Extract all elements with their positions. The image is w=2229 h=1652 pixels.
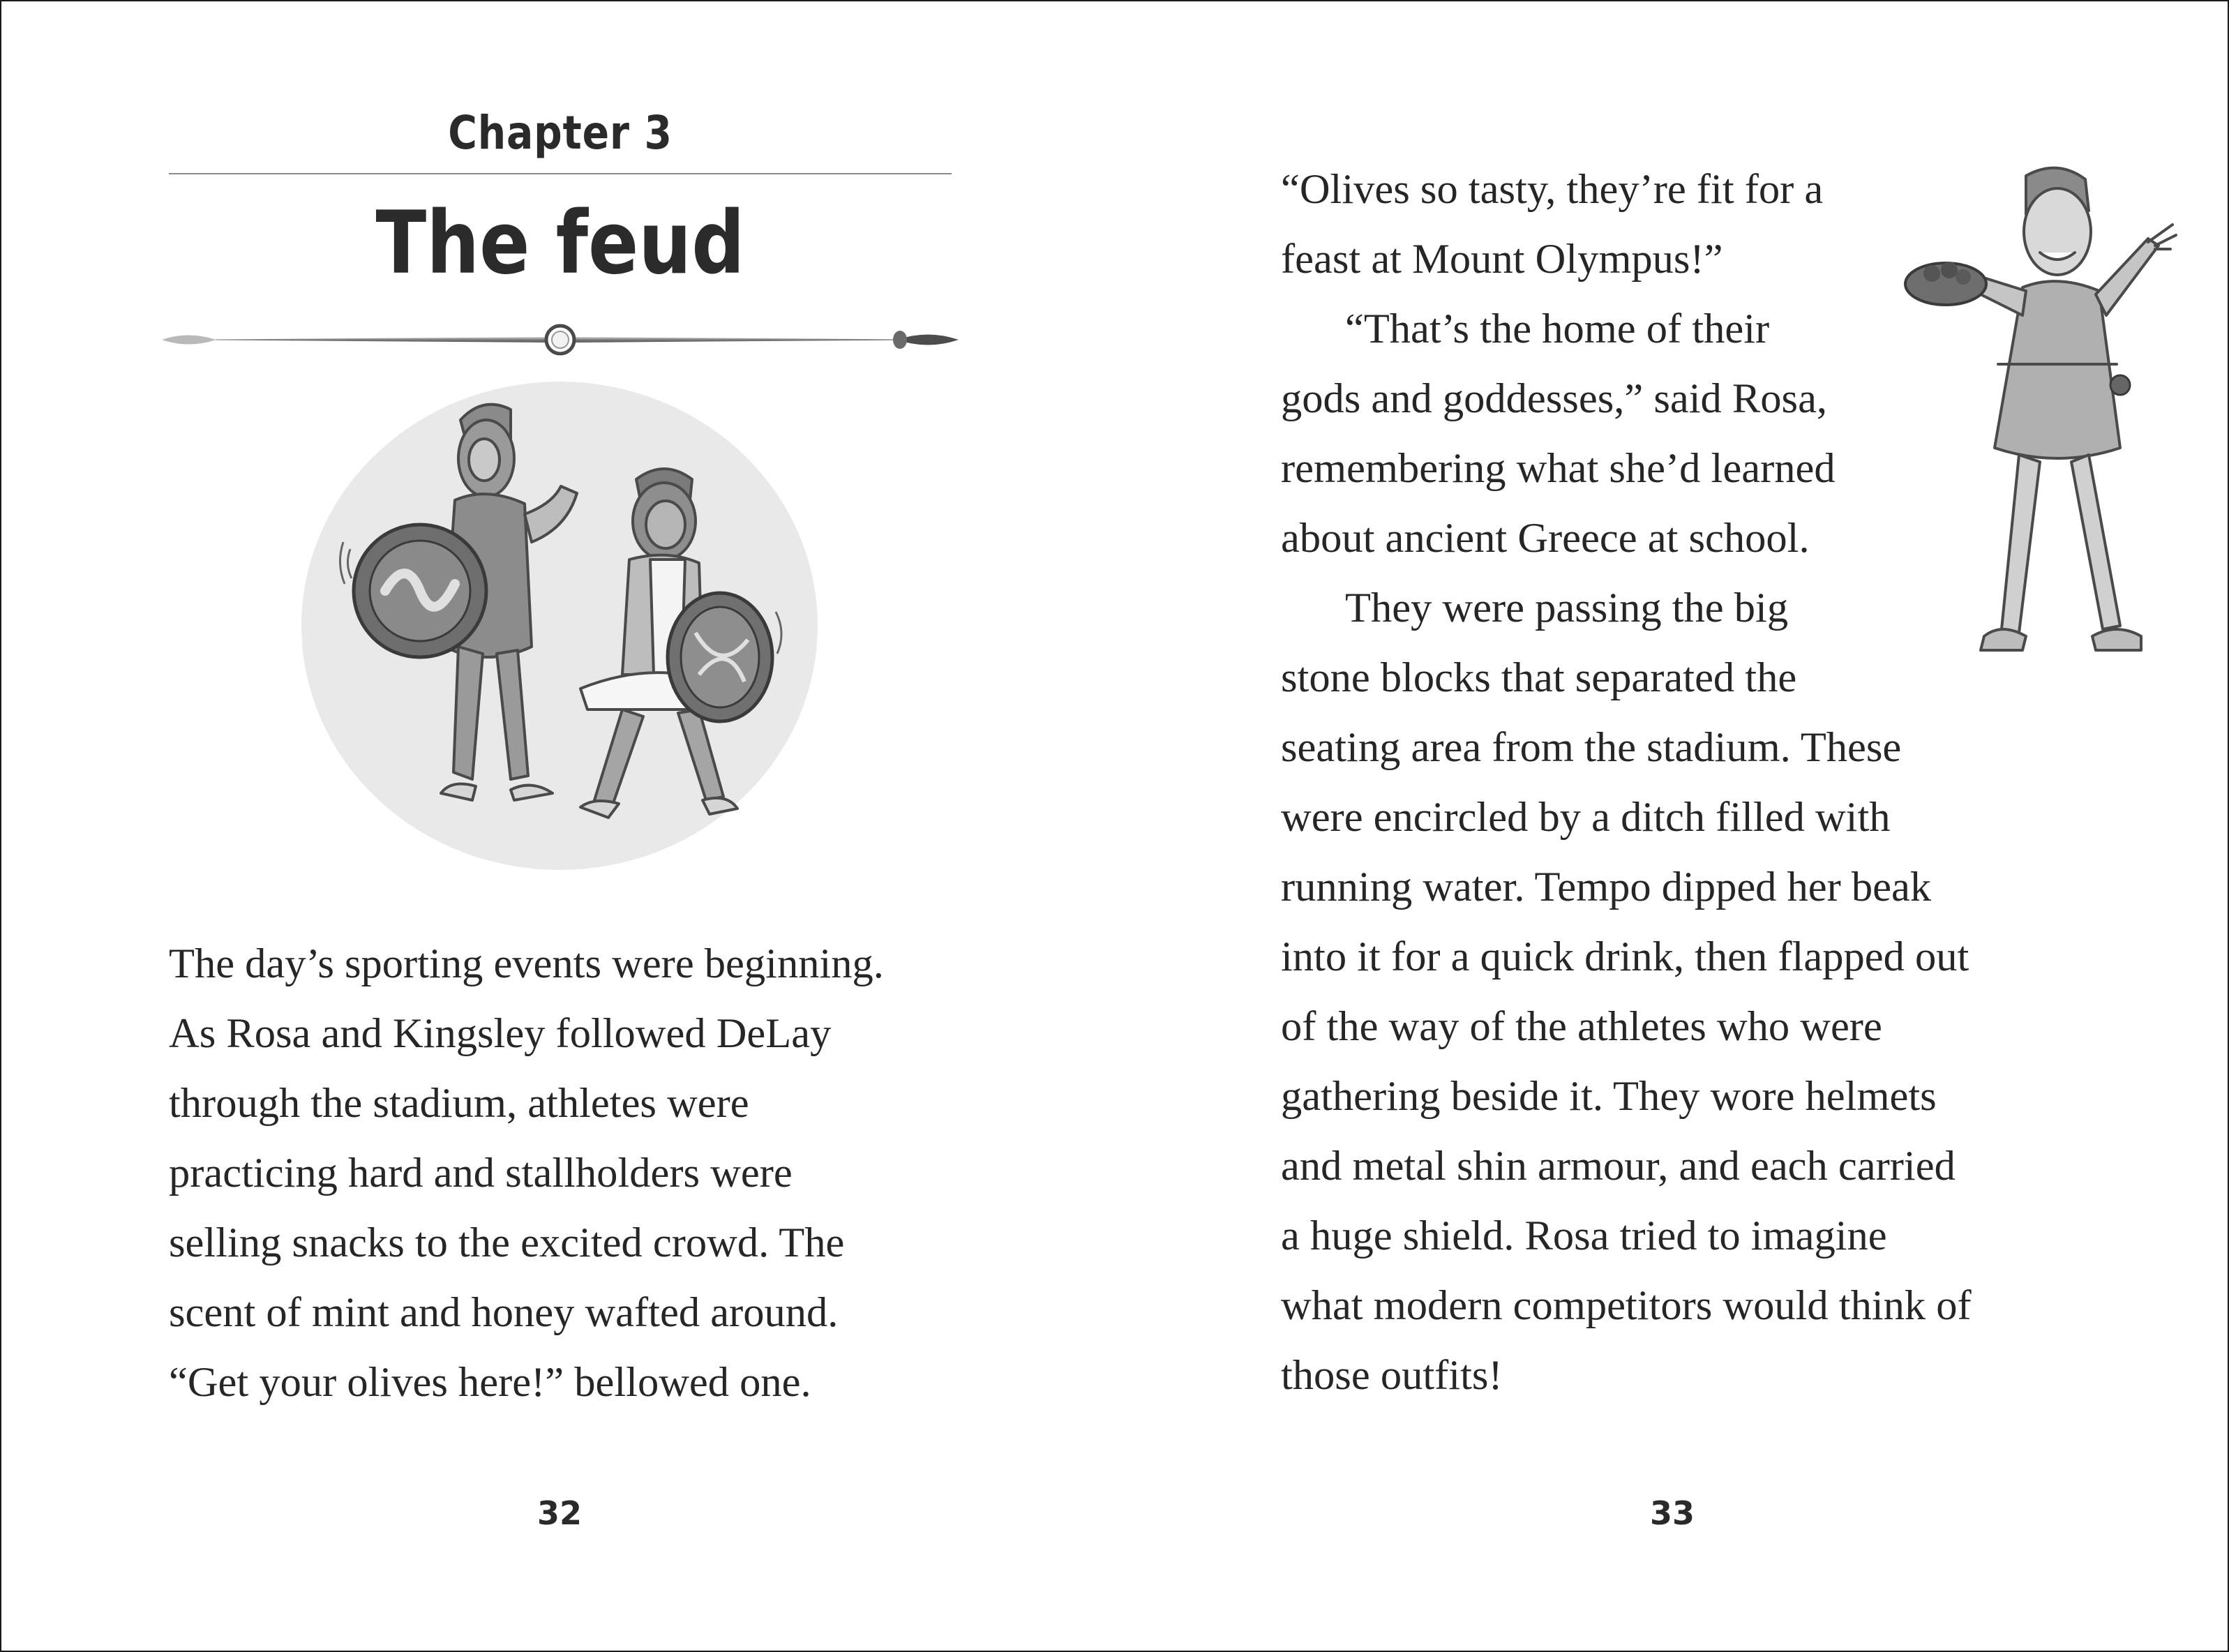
text-line: of the way of the athletes who were <box>1281 1003 1882 1050</box>
text-line: what modern competitors would think of <box>1281 1282 1972 1329</box>
text-line: scent of mint and honey wafted around. <box>169 1289 839 1336</box>
right-paragraphs <box>1281 155 2118 1411</box>
left-paragraph <box>169 929 978 1418</box>
left-page <box>1 1 1116 1651</box>
page-number: 32 <box>536 1494 582 1532</box>
text-line: remembering what she’d learned <box>1281 445 1836 492</box>
text-line: The day’s sporting events were beginning. <box>169 940 884 987</box>
text-line: into it for a quick drink, then flapped out <box>1281 933 1969 980</box>
page-number: 33 <box>1649 1494 1695 1532</box>
text-line: practicing hard and stallholders were <box>169 1150 793 1196</box>
two-athletes-illustration <box>301 382 818 870</box>
text-line: seating area from the stadium. These <box>1281 724 1902 771</box>
text-line: and metal shin armour, and each carried <box>1281 1143 1956 1189</box>
text-line: a huge shield. Rosa tried to imagine <box>1281 1212 1887 1259</box>
text-line: stone blocks that separated the <box>1281 654 1797 701</box>
text-line: “Olives so tasty, they’re fit for a <box>1281 166 1824 213</box>
text-line: those outfits! <box>1281 1352 1503 1399</box>
text-line: They were passing the big <box>1345 585 1789 631</box>
text-line: were encircled by a ditch filled with <box>1281 794 1891 841</box>
text-line: about ancient Greece at school. <box>1281 515 1810 562</box>
text-line: through the stadium, athletes were <box>169 1080 749 1127</box>
text-line: running water. Tempo dipped her beak <box>1281 864 1932 910</box>
ornamental-divider <box>160 317 960 363</box>
text-line: As Rosa and Kingsley followed DeLay <box>169 1010 832 1057</box>
text-line: selling snacks to the excited crowd. The <box>169 1219 845 1266</box>
chapter-divider-rule <box>169 173 952 174</box>
text-line: “Get your olives here!” bellowed one. <box>169 1359 811 1406</box>
chapter-label: Chapter 3 <box>448 106 673 160</box>
text-line: “That’s the home of their <box>1345 306 1770 352</box>
text-line: feast at Mount Olympus!” <box>1281 236 1723 283</box>
chapter-title: The feud <box>375 193 745 294</box>
text-line: gathering beside it. They wore helmets <box>1281 1073 1937 1120</box>
right-page <box>1116 1 2228 1651</box>
text-line: gods and goddesses,” said Rosa, <box>1281 375 1828 422</box>
